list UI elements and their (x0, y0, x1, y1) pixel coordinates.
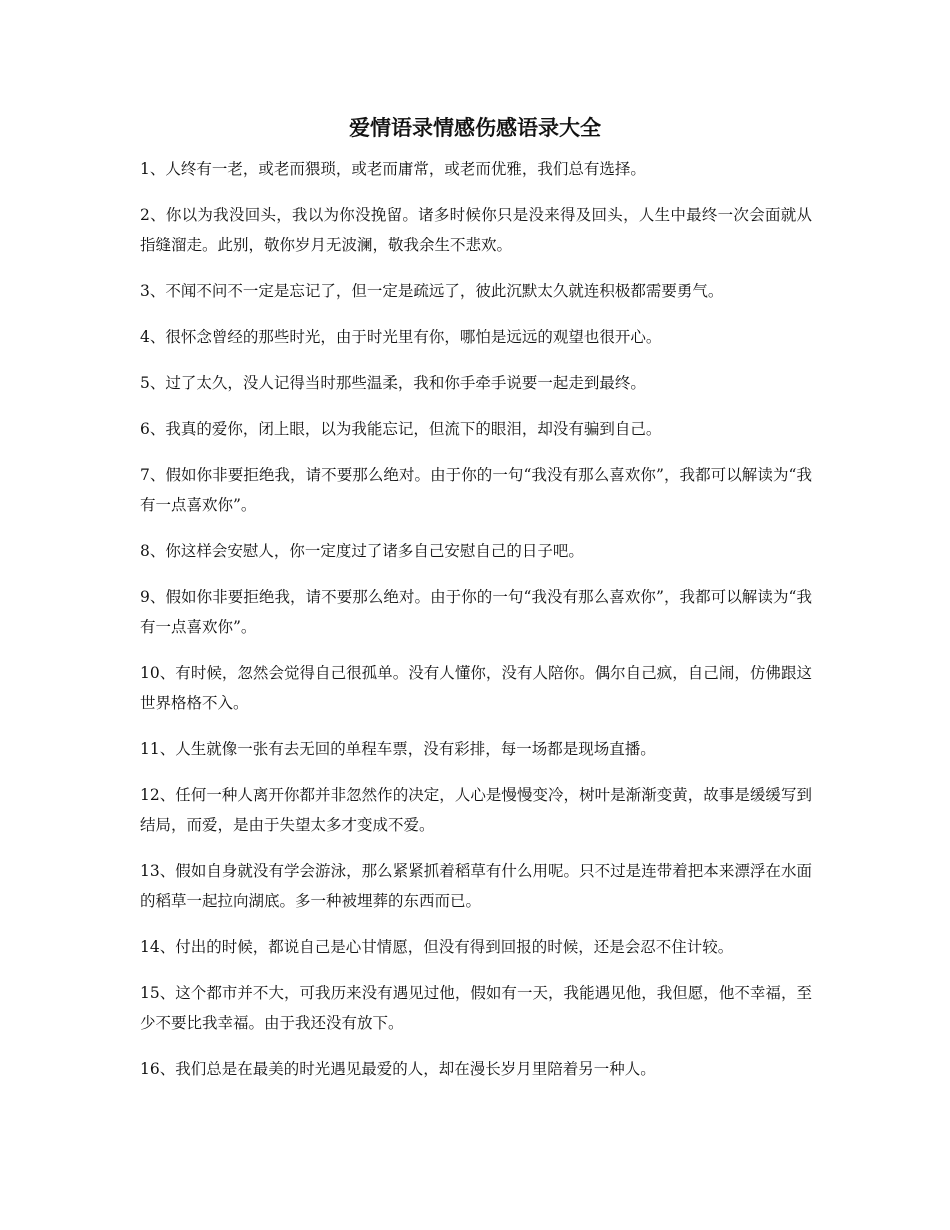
quote-item: 9、假如你非要拒绝我，请不要那么绝对。由于你的一句“我没有那么喜欢你”，我都可以解读为“我有一点喜欢你”。 (140, 588, 812, 636)
quote-item: 7、假如你非要拒绝我，请不要那么绝对。由于你的一句“我没有那么喜欢你”，我都可以解读为“我有一点喜欢你”。 (140, 466, 812, 514)
quote-item: 13、假如自身就没有学会游泳，那么紧紧抓着稻草有什么用呢。只不过是连带着把本来漂浮在水面的稻草一起拉向湖底。多一种被埋葬的东西而已。 (140, 862, 812, 910)
document-body (140, 154, 812, 1100)
quote-item: 4、很怀念曾经的那些时光，由于时光里有你，哪怕是远远的观望也很开心。 (140, 328, 662, 346)
quote-item: 1、人终有一老，或老而猥琐，或老而庸常，或老而优雅，我们总有选择。 (140, 160, 646, 178)
quote-item: 16、我们总是在最美的时光遇见最爱的人，却在漫长岁月里陪着另一种人。 (140, 1060, 656, 1078)
quote-item: 12、任何一种人离开你都并非忽然作的决定，人心是慢慢变冷，树叶是渐渐变黄，故事是缓缓写到结局，而爱，是由于失望太多才变成不爱。 (140, 786, 812, 834)
quote-item: 5、过了太久，没人记得当时那些温柔，我和你手牵手说要一起走到最终。 (140, 374, 646, 392)
quote-item: 6、我真的爱你，闭上眼，以为我能忘记，但流下的眼泪，却没有骗到自己。 (140, 420, 662, 438)
quote-item: 14、付出的时候，都说自己是心甘情愿，但没有得到回报的时候，还是会忍不住计较。 (140, 938, 734, 956)
quote-item: 8、你这样会安慰人，你一定度过了诸多自己安慰自己的日子吧。 (140, 542, 584, 560)
document-title: 爱情语录情感伤感语录大全 (349, 115, 601, 140)
quote-item: 11、人生就像一张有去无回的单程车票，没有彩排，每一场都是现场直播。 (140, 740, 656, 758)
quote-item: 2、你以为我没回头，我以为你没挽留。诸多时候你只是没来得及回头，人生中最终一次会面就从指缝溜走。此别，敬你岁月无波澜，敬我余生不悲欢。 (140, 206, 812, 254)
quote-item: 15、这个都市并不大，可我历来没有遇见过他，假如有一天，我能遇见他，我但愿，他不幸福，至少不要比我幸福。由于我还没有放下。 (140, 984, 812, 1032)
quote-item: 10、有时候，忽然会觉得自己很孤单。没有人懂你，没有人陪你。偶尔自己疯，自己闹，仿佛跟这世界格格不入。 (140, 664, 812, 712)
quote-item: 3、不闻不问不一定是忘记了，但一定是疏远了，彼此沉默太久就连积极都需要勇气。 (140, 282, 724, 300)
